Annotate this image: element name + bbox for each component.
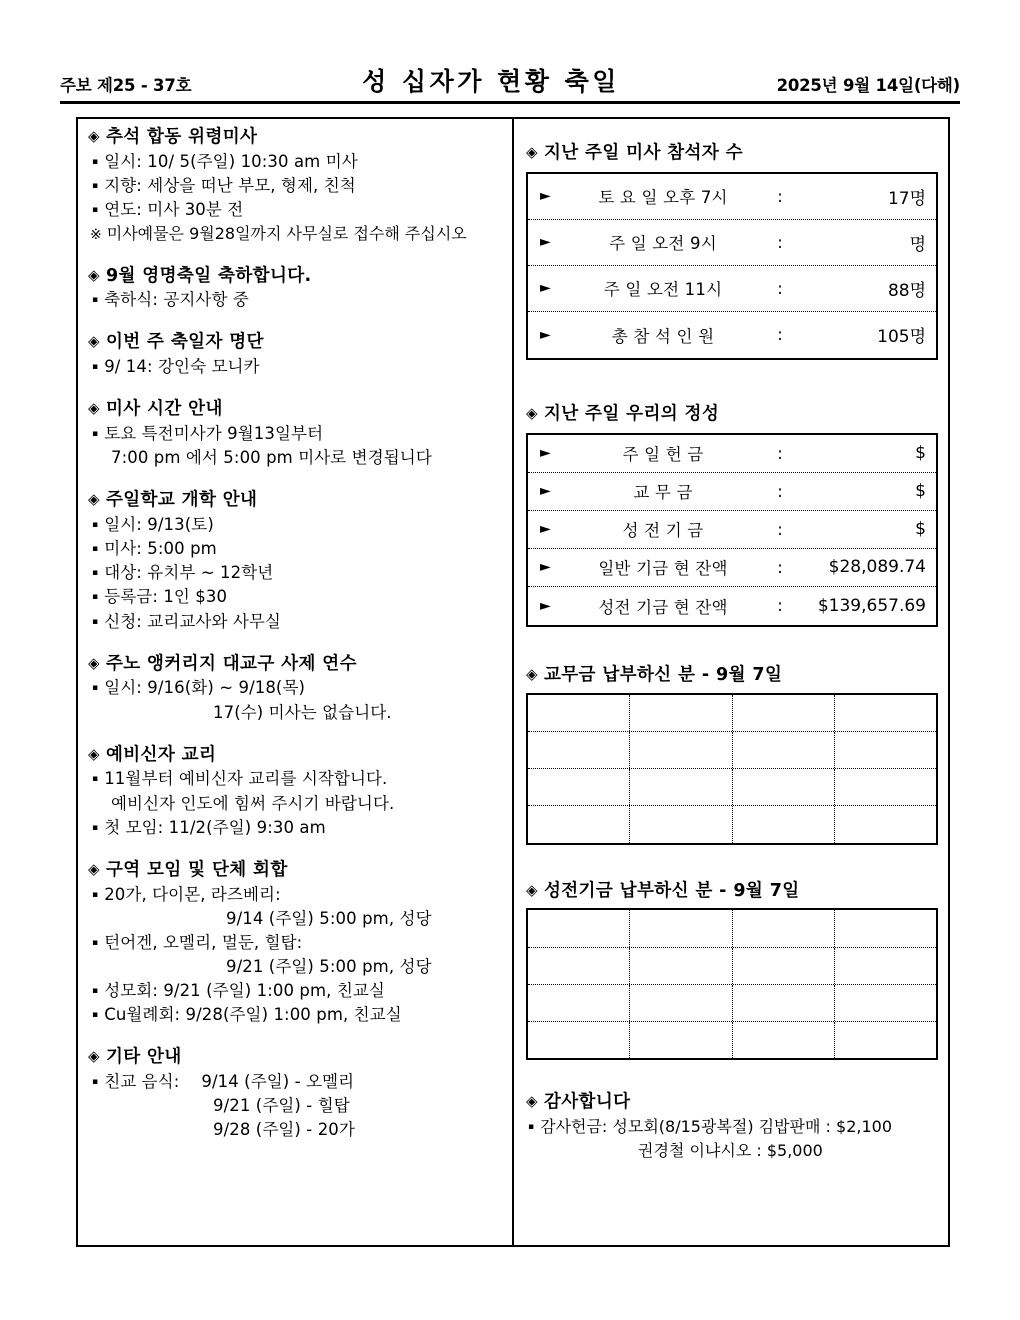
arrow-icon: ► <box>540 597 551 614</box>
list-item <box>88 1070 504 1094</box>
list-item: ▪ 미사: 5:00 pm <box>92 539 217 559</box>
list-item: ▪ 일시: 9/13(토) <box>92 515 214 535</box>
grid-cell <box>835 769 936 805</box>
grid-cell <box>528 695 630 731</box>
diamond-icon: ◈ <box>526 1092 538 1111</box>
section-catechumen-class <box>88 743 504 840</box>
bulletin-frame <box>76 117 950 1247</box>
grid-cell <box>733 732 835 768</box>
list-item: ▪ 감사헌금: 성모회(8/15광복절) 김밥판매 : $2,100 <box>528 1117 893 1137</box>
diamond-icon: ◈ <box>88 127 100 145</box>
grid-cell <box>528 948 630 984</box>
section-heading: ◈ 기타 안내 <box>88 1046 182 1067</box>
list-item: ▪ 축하식: 공지사항 중 <box>92 290 249 310</box>
list-item: ▪ 대상: 유치부 ~ 12학년 <box>92 563 274 583</box>
section-heading: ◈ 주일학교 개학 안내 <box>88 490 258 511</box>
section-heading: ◈ 추석 합동 위령미사 <box>88 127 258 147</box>
section-heading: ◈ 구역 모임 및 단체 회합 <box>88 859 288 880</box>
table-row: ► 주 일 헌 금 : $ <box>528 435 936 473</box>
bullet-icon: ▪ <box>92 180 99 191</box>
section-other-notices <box>88 1045 504 1142</box>
group-detail-line: 9/14 (주일) 5:00 pm, 성당 <box>226 908 432 928</box>
grid-cell <box>630 695 732 731</box>
bullet-icon: ▪ <box>92 429 99 440</box>
bullet-icon: ▪ <box>92 683 99 694</box>
grid-cell <box>835 732 936 768</box>
fellowship-food-line: 9/28 (주일) - 20가 <box>213 1119 355 1139</box>
arrow-icon: ► <box>540 521 551 538</box>
table-row: ► 주 일 오전 11시 : 88명 <box>528 266 936 312</box>
right-column <box>514 119 948 1245</box>
diamond-icon: ◈ <box>526 664 538 683</box>
diamond-icon: ◈ <box>526 143 538 161</box>
fellowship-food-label: 친교 음식: <box>104 1071 180 1091</box>
bullet-icon: ▪ <box>92 592 99 603</box>
bullet-icon: ▪ <box>92 205 99 215</box>
section-heading: ◈ 이번 주 축일자 명단 <box>88 332 264 353</box>
fellowship-food-line: 9/21 (주일) - 힐탑 <box>213 1095 350 1115</box>
section-heading: ◈ 예비신자 교리 <box>88 744 217 765</box>
grid-cell <box>835 1022 936 1058</box>
bullet-icon: ▪ <box>92 1076 99 1087</box>
bullet-icon: ▪ <box>92 295 99 306</box>
section-feastday-list <box>88 330 504 379</box>
grid-cell <box>733 910 835 946</box>
section-heading: ◈ 성전기금 납부하신 분 - 9월 7일 <box>526 880 800 901</box>
list-item: ▪ 토요 특전미사가 9월13일부터 <box>92 424 324 444</box>
arrow-icon: ► <box>540 445 551 462</box>
grid-row <box>528 948 936 985</box>
bullet-icon: ▪ <box>92 568 99 579</box>
attendance-table <box>526 172 938 360</box>
grid-cell <box>630 769 732 805</box>
grid-cell <box>835 985 936 1021</box>
grid-cell <box>630 806 732 842</box>
table-row: ► 일반 기금 현 잔액 : $28,089.74 <box>528 549 936 587</box>
offering-table <box>526 433 938 627</box>
section-dues-contributors <box>526 663 938 845</box>
table-row: ► 토 요 일 오후 7시 : 17명 <box>528 174 936 220</box>
note-line: ※ 미사예물은 9월28일까지 사무실로 접수해 주십시오 <box>88 222 504 245</box>
section-heading: ◈ 미사 시간 안내 <box>88 399 223 420</box>
grid-cell <box>733 1022 835 1058</box>
dues-contributors-grid <box>526 693 938 845</box>
grid-cell <box>835 695 936 731</box>
grid-row <box>528 732 936 769</box>
grid-cell <box>528 769 630 805</box>
table-row: ► 총 참 석 인 원 : 105명 <box>540 325 926 348</box>
grid-cell <box>835 948 936 984</box>
group-detail-line: 9/21 (주일) 5:00 pm, 성당 <box>226 956 432 976</box>
bullet-icon: ▪ <box>92 889 99 900</box>
section-mass-time-notice <box>88 397 504 470</box>
diamond-icon: ◈ <box>526 880 538 899</box>
grid-cell <box>528 985 630 1021</box>
grid-cell <box>630 732 732 768</box>
indented-line: 17(수) 미사는 없습니다. <box>213 702 392 722</box>
arrow-icon: ► <box>540 280 551 297</box>
section-building-fund-contributors <box>526 879 938 1061</box>
bulletin-date: 2025년 9월 14일(다해) <box>776 76 960 95</box>
continuation-line: 예비신자 인도에 힘써 주시기 바랍니다. <box>111 793 395 813</box>
bullet-icon: ▪ <box>528 1122 535 1133</box>
building-fund-contributors-grid <box>526 908 938 1060</box>
list-item: ▪ 성모회: 9/21 (주일) 1:00 pm, 친교실 <box>92 980 385 1000</box>
diamond-icon: ◈ <box>88 1046 100 1065</box>
bullet-icon: ▪ <box>92 1009 99 1020</box>
section-heading: ◈ 9월 영명축일 축하합니다. <box>88 265 312 286</box>
masthead <box>60 58 960 98</box>
grid-cell <box>733 985 835 1021</box>
grid-row <box>528 1022 936 1058</box>
grid-row <box>528 806 936 842</box>
bullet-icon: ▪ <box>92 937 99 948</box>
section-heading: ◈ 지난 주일 미사 참석자 수 <box>526 143 743 163</box>
bullet-icon: ▪ <box>92 520 99 531</box>
bullet-icon: ▪ <box>92 544 99 555</box>
page-title: 성 십자가 현황 축일 <box>362 67 620 96</box>
list-item: ▪ 신청: 교리교사와 사무실 <box>92 611 281 631</box>
grid-row <box>528 910 936 947</box>
grid-row <box>528 769 936 806</box>
arrow-icon: ► <box>540 326 551 343</box>
grid-cell <box>528 806 630 842</box>
table-row: ► 성 전 기 금 : $ <box>528 511 936 549</box>
list-item: ▪ 턴어겐, 오멜리, 멀둔, 힐탑: <box>92 932 303 952</box>
grid-cell <box>528 910 630 946</box>
diamond-icon: ◈ <box>88 653 100 672</box>
bullet-icon: ▪ <box>92 985 99 996</box>
bullet-icon: ▪ <box>92 774 99 785</box>
section-chuseok-memorial-mass <box>88 125 504 246</box>
grid-cell <box>630 1022 732 1058</box>
section-september-nameday <box>88 264 504 313</box>
diamond-icon: ◈ <box>88 490 100 509</box>
section-priest-retreat <box>88 652 504 725</box>
list-item: ▪ 20가, 다이몬, 라즈베리: <box>92 884 281 904</box>
section-attendance <box>526 141 938 360</box>
grid-cell <box>733 695 835 731</box>
diamond-icon: ◈ <box>88 265 100 284</box>
table-row: ► 주 일 오전 9시 : 명 <box>528 220 936 266</box>
table-row: ► 성전 기금 현 잔액 : $139,657.69 <box>540 595 926 617</box>
grid-cell <box>528 732 630 768</box>
section-district-meetings <box>88 858 504 1027</box>
grid-cell <box>528 1022 630 1058</box>
header-divider <box>60 101 960 104</box>
section-heading: ◈ 지난 주일 우리의 정성 <box>526 403 720 424</box>
list-item: ▪ 연도: 미사 30분 전 <box>92 200 244 219</box>
left-column <box>78 119 514 1245</box>
diamond-icon: ◈ <box>526 403 538 422</box>
diamond-icon: ◈ <box>88 332 100 351</box>
bullet-icon: ▪ <box>92 156 99 167</box>
bullet-icon: ▪ <box>92 362 99 373</box>
list-item: ▪ 11월부터 예비신자 교리를 시작합니다. <box>92 769 388 789</box>
bulletin-issue: 주보 제25 - 37호 <box>60 76 192 95</box>
list-item: ▪ 지향: 세상을 떠난 부모, 형제, 친척 <box>92 175 356 195</box>
list-item: ▪ 일시: 10/ 5(주일) 10:30 am 미사 <box>92 151 358 171</box>
section-heading: ◈ 교무금 납부하신 분 - 9월 7일 <box>526 664 783 685</box>
grid-cell <box>835 910 936 946</box>
section-heading: ◈ 주노 앵커리지 대교구 사제 연수 <box>88 653 357 674</box>
section-sunday-school <box>88 488 504 633</box>
grid-cell <box>630 985 732 1021</box>
section-offering <box>526 402 938 627</box>
diamond-icon: ◈ <box>88 859 100 878</box>
list-item: ▪ 등록금: 1인 $30 <box>92 587 228 607</box>
arrow-icon: ► <box>540 234 551 251</box>
grid-cell <box>630 948 732 984</box>
grid-cell <box>733 948 835 984</box>
list-item: ▪ 첫 모임: 11/2(주일) 9:30 am <box>92 817 326 837</box>
arrow-icon: ► <box>540 559 551 576</box>
table-row: ► 교 무 금 : $ <box>528 473 936 511</box>
list-item: ▪ 일시: 9/16(화) ~ 9/18(목) <box>92 678 306 698</box>
list-item: ▪ Cu월례회: 9/28(주일) 1:00 pm, 친교실 <box>92 1004 402 1024</box>
grid-row <box>528 695 936 732</box>
section-thanks <box>526 1090 938 1163</box>
grid-cell <box>835 806 936 842</box>
arrow-icon: ► <box>540 483 551 500</box>
thanks-continuation: 권경철 이냐시오 : $5,000 <box>638 1141 823 1161</box>
arrow-icon: ► <box>540 188 551 205</box>
grid-cell <box>630 910 732 946</box>
diamond-icon: ◈ <box>88 399 100 418</box>
grid-cell <box>733 769 835 805</box>
bullet-icon: ▪ <box>92 616 99 627</box>
asterisk-icon: ※ <box>90 227 102 244</box>
grid-cell <box>733 806 835 842</box>
continuation-line: 7:00 pm 에서 5:00 pm 미사로 변경됩니다 <box>111 448 432 468</box>
section-heading: ◈ 감사합니다 <box>526 1092 631 1113</box>
diamond-icon: ◈ <box>88 744 100 763</box>
bullet-icon: ▪ <box>92 822 99 833</box>
grid-row <box>528 985 936 1022</box>
fellowship-food-first: 9/14 (주일) - 오멜리 <box>201 1071 355 1091</box>
list-item: ▪ 9/ 14: 강인숙 모니카 <box>92 357 260 377</box>
